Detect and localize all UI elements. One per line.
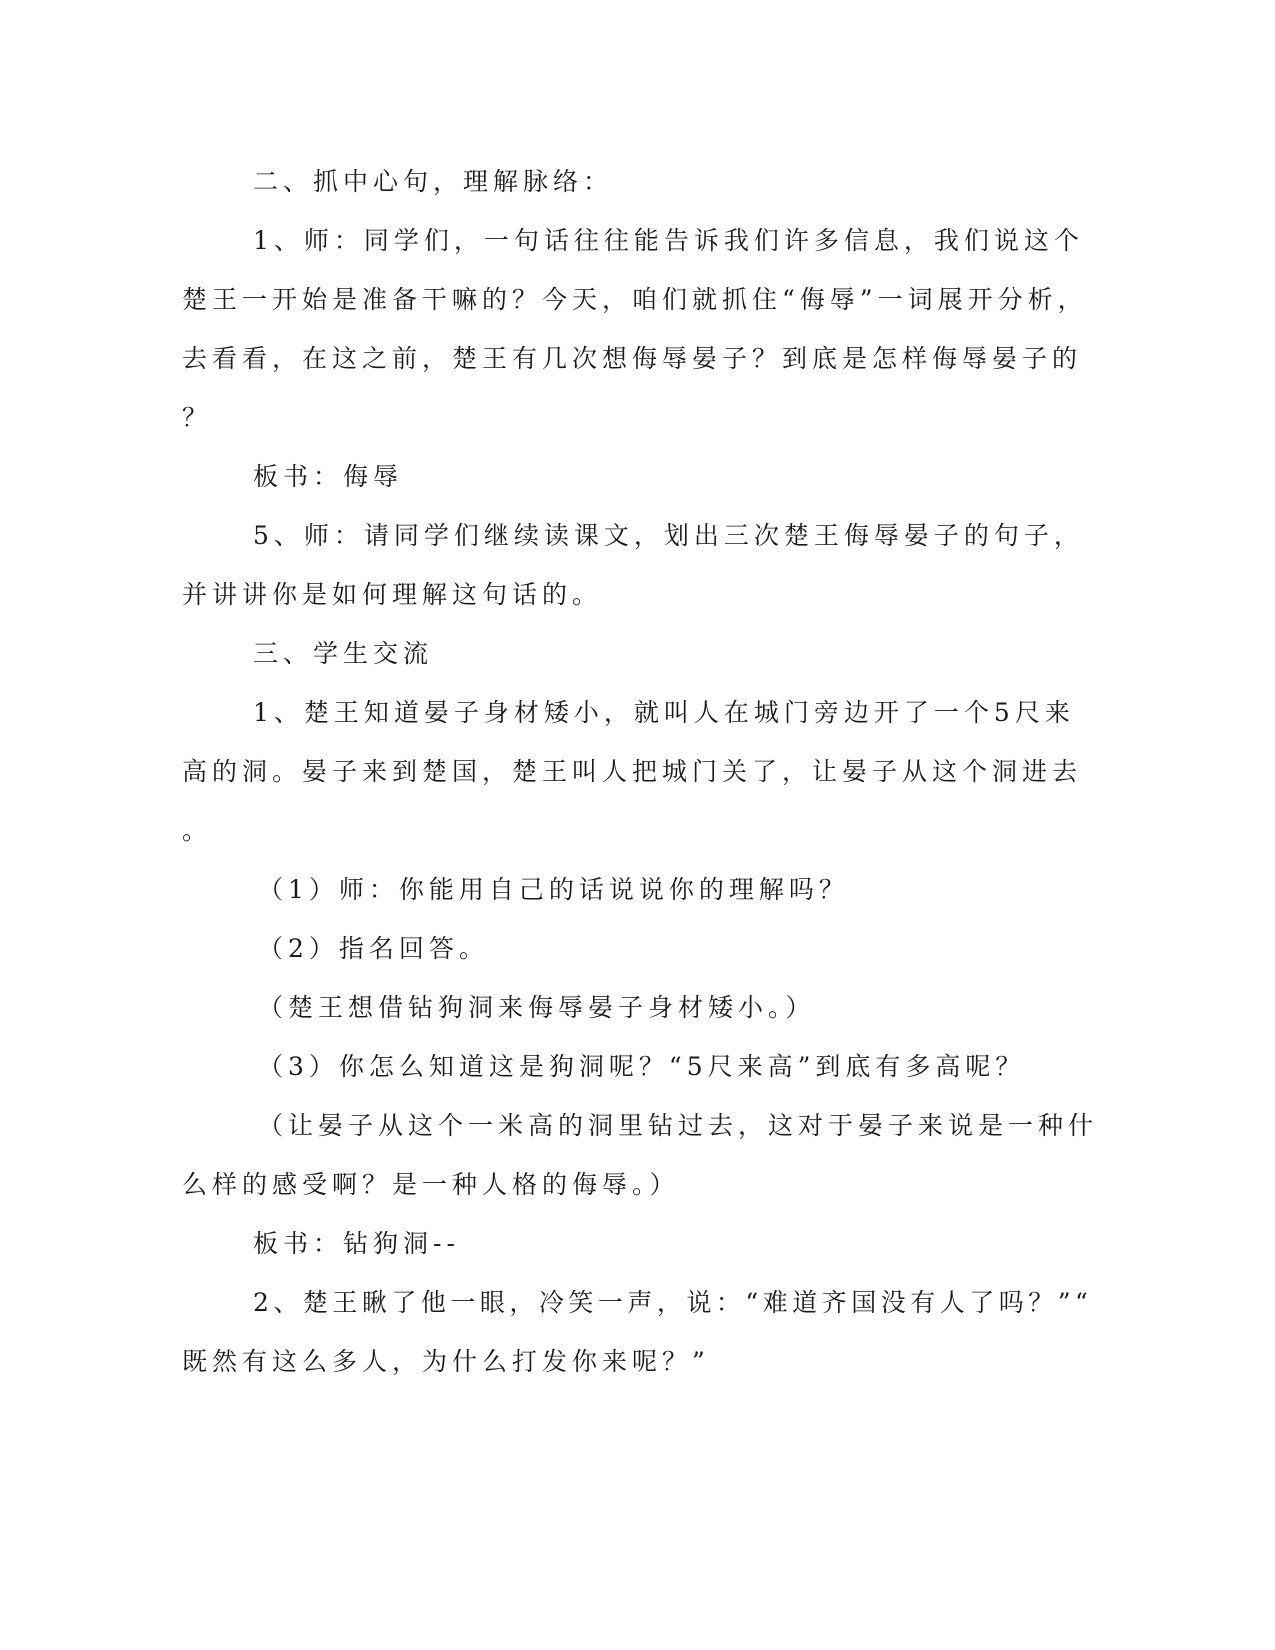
paragraph-line: 1、楚王知道晏子身材矮小，就叫人在城门旁边开了一个5尺来 (253, 698, 1075, 727)
paragraph-line: （2）指名回答。 (258, 934, 489, 963)
paragraph-line: 去看看，在这之前，楚王有几次想侮辱晏子？到底是怎样侮辱晏子的 (182, 344, 1083, 373)
paragraph-line: 楚王一开始是准备干嘛的？今天，咱们就抓住“侮辱”一词展开分析， (182, 285, 1088, 314)
paragraph-line: 5、师：请同学们继续读课文，划出三次楚王侮辱晏子的句子， (253, 521, 1084, 550)
paragraph-line: （让晏子从这个一米高的洞里钻过去，这对于晏子来说是一种什 (258, 1111, 1099, 1140)
paragraph-line: 既然有这么多人，为什么打发你来呢？” (182, 1347, 710, 1376)
paragraph-line: 高的洞。晏子来到楚国，楚王叫人把城门关了，让晏子从这个洞进去 (182, 757, 1083, 786)
section-heading-2: 二、抓中心句，理解脉络： (253, 167, 614, 196)
paragraph-line: 么样的感受啊？是一种人格的侮辱。） (182, 1170, 680, 1199)
paragraph-line: （楚王想借钻狗洞来侮辱晏子身材矮小。） (258, 993, 816, 1022)
paragraph-line: ？ (182, 403, 213, 432)
board-note: 板书：钻狗洞-- (253, 1229, 460, 1258)
paragraph-line: 1、师：同学们，一句话往往能告诉我们许多信息，我们说这个 (253, 226, 1084, 255)
paragraph-line: 2、楚王瞅了他一眼，冷笑一声，说：“难道齐国没有人了吗？”“ (253, 1288, 1093, 1317)
paragraph-line: 并讲讲你是如何理解这句话的。 (182, 580, 603, 609)
paragraph-line: （1）师：你能用自己的话说说你的理解吗？ (258, 875, 849, 904)
board-note: 板书：侮辱 (253, 462, 404, 491)
paragraph-line: （3）你怎么知道这是狗洞呢？“5尺来高”到底有多高呢？ (258, 1052, 1026, 1081)
paragraph-line: 。 (182, 816, 213, 845)
section-heading-3: 三、学生交流 (253, 639, 434, 668)
